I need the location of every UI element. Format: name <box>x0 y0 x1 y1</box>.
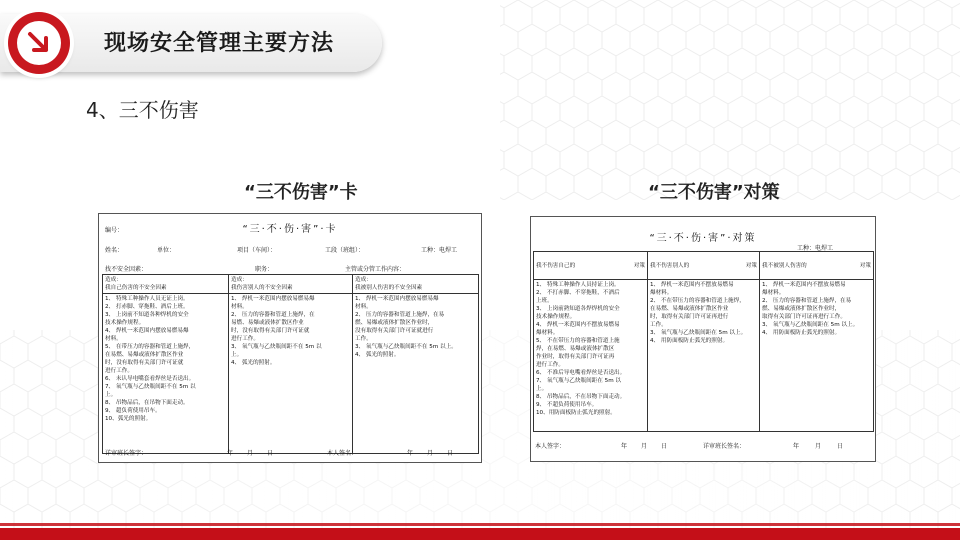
page-title: 现场安全管理主要方法 <box>104 31 335 56</box>
countermeasure-doc-title: “三·不·伤·害”·对策 <box>649 233 757 244</box>
card-col1-header: 造成： 我自己伤害的不安全因素 <box>103 275 229 294</box>
card-footer-signature: 本人签名： <box>327 450 358 457</box>
arrow-logo-icon <box>8 12 70 74</box>
card-position-label: 职务： <box>255 266 274 273</box>
card-footer-day: 日 <box>267 450 274 457</box>
countermeasure-job-label: 工种：电焊工 <box>797 245 834 252</box>
card-job-label: 工种：电焊工 <box>421 247 458 254</box>
countermeasure-footer-day2: 日 <box>837 443 844 450</box>
card-section-label: 工段（班组）： <box>325 247 365 254</box>
card-number-label: 编号： <box>105 227 124 234</box>
countermeasure-table <box>533 251 874 432</box>
card-name-label: 姓名： <box>105 247 124 254</box>
countermeasure-footer-year: 年 <box>621 443 628 450</box>
card-col2-header: 造成： 我伤害别人的不安全因素 <box>229 275 353 294</box>
countermeasure-col2-items: 1、 焊机一米范围内不摆放易燃易 爆材料。 2、 不在带压力的容器和管道上施焊， 在易燃、易爆或液体扩散区作业 时，取得有关部门许可证再进行 工作。 3、 氧气瓶与乙炔瓶间距在 5m 以上。 4、 用防面板防止弧光的照射。 <box>648 280 760 432</box>
card-doc-title: “三·不·伤·害”·卡 <box>242 224 338 235</box>
card-footer-year2: 年 <box>407 450 414 457</box>
card-col2-items: 1、 焊机一米范围内摆放易燃易爆 材料。 2、 压力的容器和管道上施焊，在 易燃、易爆或液体扩散区作业 时，没有取得有关部门许可证就 进行工作。 3、 氧气瓶与乙炔瓶间距不在 5m 以 上。 4、 弧光的照射。 <box>229 294 353 454</box>
card-col3-items: 1、 焊机一米范围内摆放易燃易爆 材料。 2、 压力的容器和管道上施焊，在易 燃、易爆或液体扩散区作业时， 没有取得有关部门许可证就进行 工作。 3、 氧气瓶与乙炔瓶间距不在 5m 以上。 4、 弧光的照射。 <box>353 294 479 454</box>
countermeasure-col3-items: 1、 焊机一米范围内不摆放易燃易 爆材料。 2、 压力的容器和管道上施焊，在易 燃、易爆或液体扩散区作业时， 取得有关部门许可证再进行工作。 3、 氧气瓶与乙炔瓶间距在 5m 以上。 4、 用防面板防止弧光的照射。 <box>760 280 874 432</box>
card-footer-reviewer: 详审班长签字： <box>105 450 148 457</box>
card-find-label: 找不安全因素： <box>105 266 148 273</box>
card-col1-items: 1、 特殊工种操作人员无证上岗。 2、 打赤脚、穿拖鞋、酒后上班。 3、 上岗前不知道各种焊机的安全 技术操作规程。 4、 焊机一米范围内摆放易燃易爆 材料。 5、 在带压力的容器和管道上施焊， 在易燃、易爆或液体扩散区作业 时，没有取得有关部门许可证就 进行工作。 6、 未认导电嘴套看焊丝是否送出。 7、 氧气瓶与乙炔瓶间距不在 5m 以 上。 8、 吊物品后，在吊物下面走动。 9、 超负荷使用吊车。 10、弧光的照射。 <box>103 294 229 454</box>
card-footer-month: 月 <box>247 450 254 457</box>
card-footer-day2: 日 <box>447 450 454 457</box>
bottom-accent-bar <box>0 528 960 540</box>
three-no-harm-card-document <box>98 213 482 463</box>
card-work-label: 主管或分管工作内容： <box>345 266 406 273</box>
card-footer-month2: 月 <box>427 450 434 457</box>
countermeasure-col2-header: 我不伤害别人的 对策 <box>648 252 760 280</box>
countermeasure-footer-day: 日 <box>661 443 668 450</box>
right-card-caption: “三不伤害”对策 <box>648 182 780 203</box>
card-col3-header: 造成： 我被别人伤害的不安全因素 <box>353 275 479 294</box>
three-no-harm-countermeasure-document <box>530 216 876 462</box>
countermeasure-footer-signature: 本人签字： <box>535 443 566 450</box>
card-project-label: 项目（车间）： <box>237 247 277 254</box>
card-hazard-table <box>102 274 479 454</box>
countermeasure-col1-items: 1、 特殊工种操作人员持证上岗。 2、 不打赤脚、不穿拖鞋，不酒后 上班。 3、 上岗前熟知道各焊焊机的安全 技术操作规程。 4、 焊机一米范围内不摆放易燃易 爆材料。 5、 不在带压力的容器和管道上施 焊，在易燃、易爆或液体扩散区 作业时，取得有关部门许可证再 进行工作。 6、 不准后导电嘴看焊丝是否送出。 7、 氧气瓶与乙炔瓶间距在 5m 以 上。 8、 吊物品后，不在吊物下面走动。 9、 不超负荷使用吊车。 10、用防面板防止弧光的照射。 <box>534 280 648 432</box>
card-footer-year: 年 <box>227 450 234 457</box>
countermeasure-footer-month2: 月 <box>815 443 822 450</box>
countermeasure-col3-header: 我不被别人伤害的 对策 <box>760 252 874 280</box>
card-unit-label: 单位： <box>157 247 176 254</box>
countermeasure-footer-month: 月 <box>641 443 648 450</box>
left-card-caption: “三不伤害”卡 <box>244 182 358 203</box>
countermeasure-col1-header: 我不伤害自己的 对策 <box>534 252 648 280</box>
countermeasure-footer-year2: 年 <box>793 443 800 450</box>
section-subheading: 4、三不伤害 <box>86 98 199 122</box>
countermeasure-footer-reviewer: 详审班长签名： <box>703 443 746 450</box>
